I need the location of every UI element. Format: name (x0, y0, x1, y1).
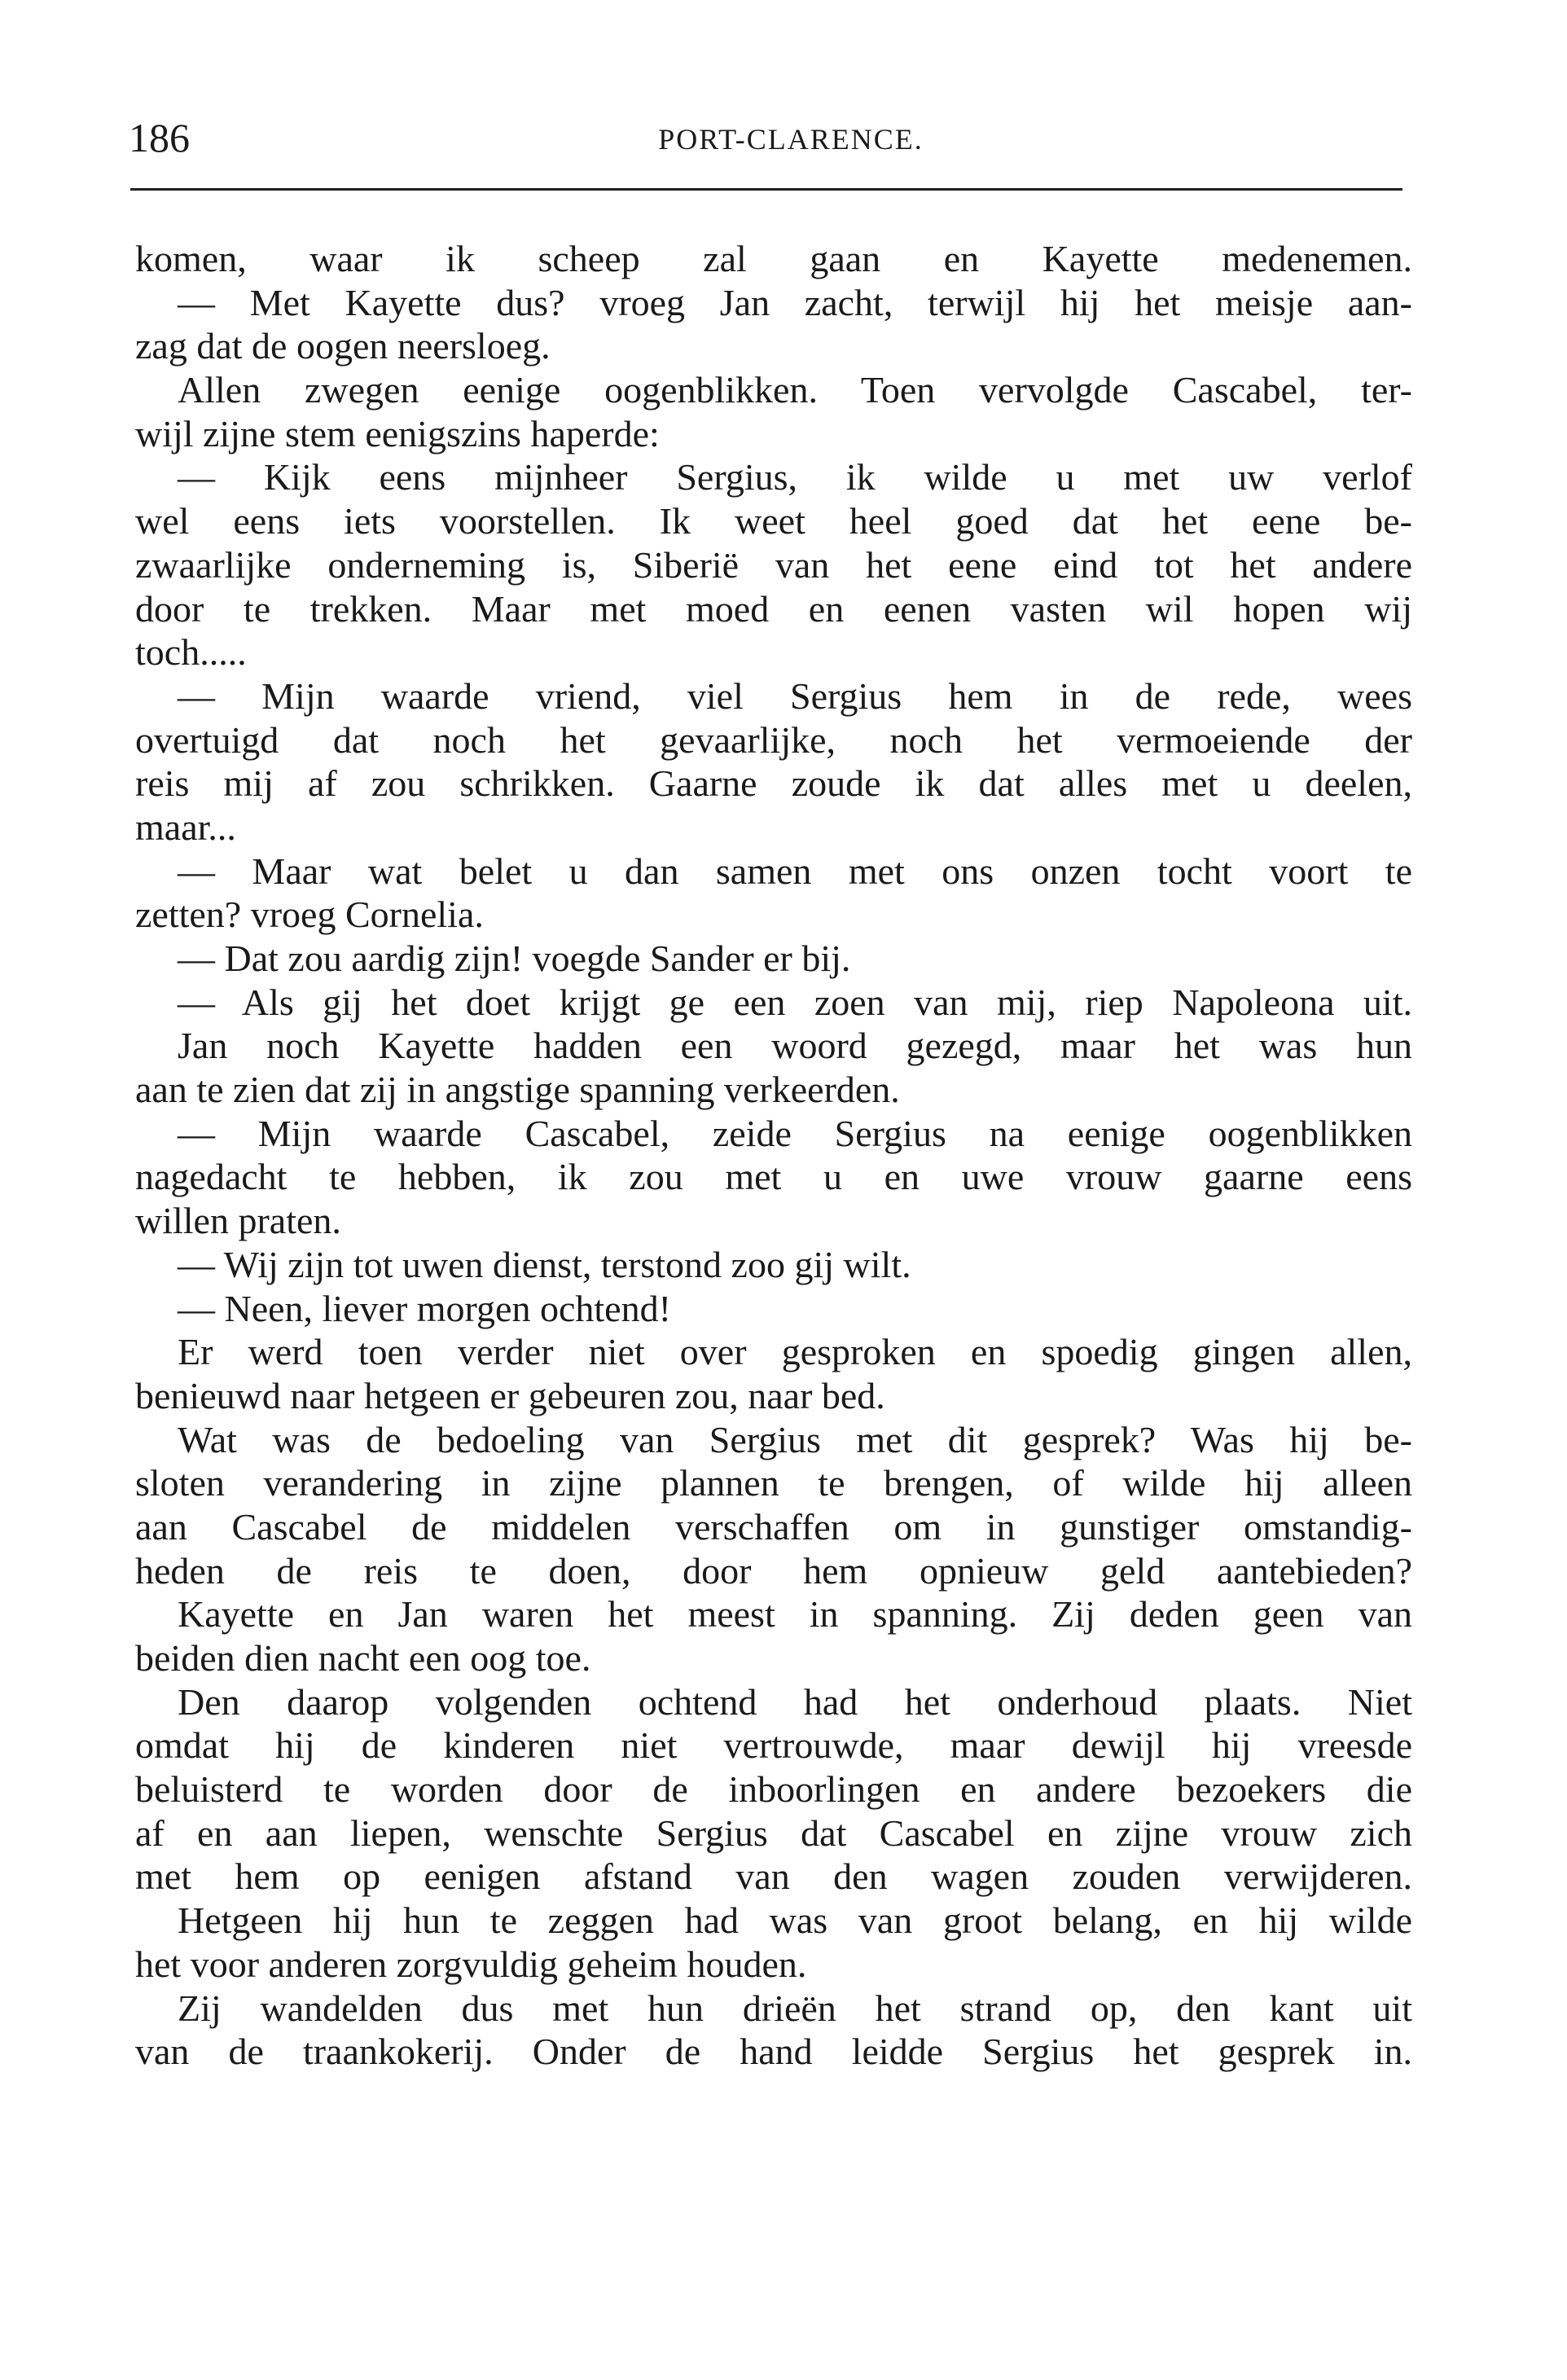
page-body-text (135, 237, 1412, 2074)
text-line: Zij wandelden dus met hun drieën het strand op, den kant uit (178, 1987, 1412, 2029)
page-number: 186 (129, 115, 190, 160)
text-line: — Dat zou aardig zijn! voegde Sander er bij. (178, 938, 851, 979)
text-line: zag dat de oogen neersloeg. (135, 325, 551, 367)
text-line: sloten verandering in zijne plannen te brengen, of wilde hij alleen (135, 1462, 1412, 1504)
text-line: Kayette en Jan waren het meest in spanning. Zij deden geen van (178, 1593, 1412, 1636)
text-line: wel eens iets voorstellen. Ik weet heel goed dat het eene be- (135, 500, 1412, 542)
header-rule (130, 188, 1402, 191)
text-line: Hetgeen hij hun te zeggen had was van groot belang, en hij wilde (178, 1899, 1412, 1942)
text-line: beluisterd te worden door de inboorlingen en andere bezoekers die (135, 1768, 1412, 1811)
text-line: — Met Kayette dus? vroeg Jan zacht, terwijl hij het meisje aan- (178, 281, 1412, 323)
text-line: overtuigd dat noch het gevaarlijke, noch het vermoeiende der (135, 718, 1412, 761)
text-line: — Als gij het doet krijgt ge een zoen van mij, riep Napoleona uit. (178, 981, 1412, 1023)
text-line: — Wij zijn tot uwen dienst, terstond zoo gij wilt. (178, 1243, 911, 1285)
text-line: van de traankokerij. Onder de hand leidde Sergius het gesprek in. (135, 2031, 1412, 2073)
text-line: — Neen, liever morgen ochtend! (178, 1287, 671, 1329)
text-line: maar... (135, 806, 236, 848)
text-line: komen, waar ik scheep zal gaan en Kayette medenemen. (135, 238, 1412, 279)
text-line: — Mijn waarde vriend, viel Sergius hem in de rede, wees (178, 674, 1412, 717)
text-line: aan te zien dat zij in angstige spanning verkeerden. (135, 1069, 900, 1111)
text-line: zwaarlijke onderneming is, Siberië van het eene eind tot het andere (135, 543, 1412, 586)
text-line: zetten? vroeg Cornelia. (135, 894, 484, 936)
text-line: door te trekken. Maar met moed en eenen vasten wil hopen wij (135, 587, 1412, 630)
text-line: het voor anderen zorgvuldig geheim houden. (135, 1943, 807, 1985)
text-line: beiden dien nacht een oog toe. (135, 1637, 591, 1679)
text-line: benieuwd naar hetgeen er gebeuren zou, naar bed. (135, 1374, 885, 1416)
text-line: Wat was de bedoeling van Sergius met dit gesprek? Was hij be- (178, 1418, 1412, 1460)
text-line: heden de reis te doen, door hem opnieuw geld aantebieden? (135, 1549, 1412, 1592)
text-line: aan Cascabel de middelen verschaffen om in gunstiger omstandig- (135, 1505, 1412, 1548)
text-line: met hem op eenigen afstand van den wagen zouden verwijderen. (135, 1855, 1412, 1898)
text-line: — Kijk eens mijnheer Sergius, ik wilde u met uw verlof (178, 456, 1412, 498)
text-line: nagedacht te hebben, ik zou met u en uwe vrouw gaarne eens (135, 1156, 1412, 1198)
text-line: reis mij af zou schrikken. Gaarne zoude ik dat alles met u deelen, (135, 762, 1412, 805)
text-line: Jan noch Kayette hadden een woord gezegd, maar het was hun (178, 1025, 1412, 1067)
text-line: Er werd toen verder niet over gesproken en spoedig gingen allen, (178, 1331, 1412, 1373)
text-line: af en aan liepen, wenschte Sergius dat Cascabel en zijne vrouw zich (135, 1811, 1412, 1854)
text-line: — Maar wat belet u dan samen met ons onzen tocht voort te (178, 850, 1412, 892)
running-title: PORT-CLARENCE. (658, 123, 924, 156)
text-line: omdat hij de kinderen niet vertrouwde, maar dewijl hij vreesde (135, 1724, 1412, 1767)
text-line: willen praten. (135, 1200, 341, 1242)
text-line: wijl zijne stem eenigszins haperde: (135, 412, 660, 454)
text-line: toch..... (135, 631, 247, 674)
text-line: Den daarop volgenden ochtend had het onderhoud plaats. Niet (178, 1680, 1412, 1723)
text-line: Allen zwegen eenige oogenblikken. Toen vervolgde Cascabel, ter- (178, 369, 1412, 411)
text-line: — Mijn waarde Cascabel, zeide Sergius na eenige oogenblikken (178, 1112, 1412, 1154)
